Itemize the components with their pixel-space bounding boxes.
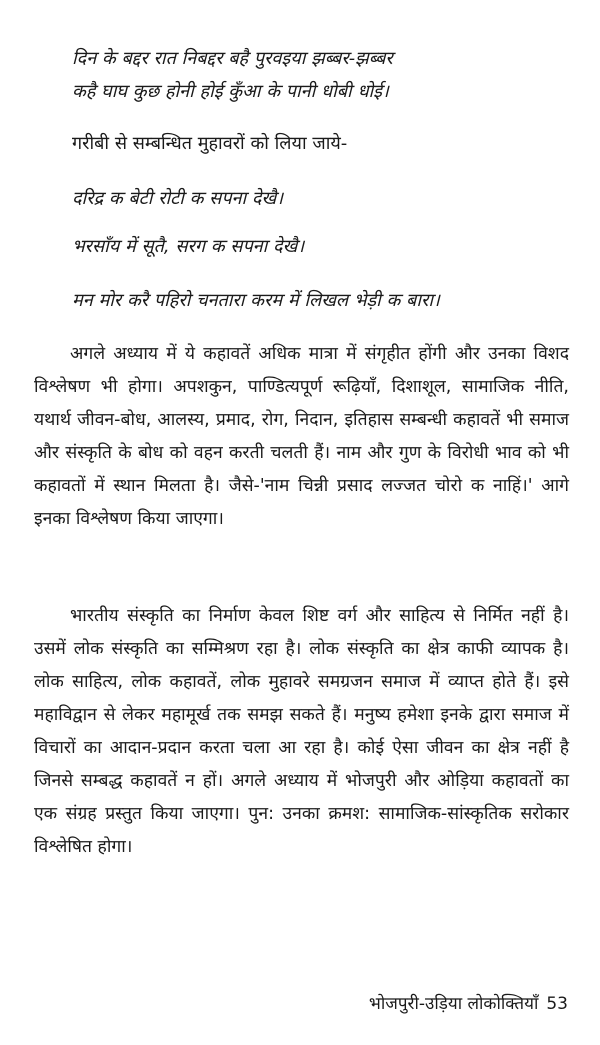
verse-line: मन मोर करै पहिरो चनतारा करम में लिखल भेड़ी क बारा।	[72, 290, 440, 311]
intro-line	[72, 127, 572, 160]
body-paragraph: अगले अध्याय में ये कहावतें अधिक मात्रा में संगृहीत होंगी और उनका विशद विश्लेषण भी होगा। अपशकुन, पाण्डित्यपूर्ण रूढ़ियाँ, दिशाशूल, सामाजिक नीति, यथार्थ जीवन-बोध, आलस्य, प्रमाद, रोग, निदान, इतिहास सम्बन्धी कहावतें भी समाज और संस्कृति के बोध को वहन करती चलती हैं। नाम और गुण के विरोधी भाव को भी कहावतों में स्थान मिलता है। जैसे-'नाम चिन्नी प्रसाद लज्जत चोरो क नाहिं।' आगे इनका विश्लेषण किया जाएगा।	[34, 344, 569, 529]
verse-block	[72, 182, 572, 215]
running-title: भोजपुरी-उड़िया लोकोक्तियाँ	[368, 994, 539, 1014]
verse-block	[72, 230, 572, 263]
page-number: 53	[546, 994, 568, 1014]
text-line: गरीबी से सम्बन्धित मुहावरों को लिया जाये-	[72, 133, 348, 154]
verse-line: दरिद्र क बेटी रोटी क सपना देखै।	[72, 188, 284, 209]
verse-line: भरसाँय में सूतै, सरग क सपना देखै।	[72, 236, 305, 257]
body-paragraph: भारतीय संस्कृति का निर्माण केवल शिष्ट वर्ग और साहित्य से निर्मित नहीं है। उसमें लोक संस्कृति का सम्मिश्रण रहा है। लोक संस्कृति का क्षेत्र काफी व्यापक है। लोक साहित्य, लोक कहावतें, लोक मुहावरे समग्रजन समाज में व्याप्त होते हैं। इसे महाविद्वान से लेकर महामूर्ख तक समझ सकते हैं। मनुष्य हमेशा इनके द्वारा समाज में विचारों का आदान-प्रदान करता चला आ रहा है। कोई ऐसा जीवन का क्षेत्र नहीं है जिनसे सम्बद्ध कहावतें न हों। अगले अध्याय में भोजपुरी और ओड़िया कहावतों का एक संग्रह प्रस्तुत किया जाएगा। पुन: उनका क्रमश: सामाजिक-सांस्कृतिक सरोकार विश्लेषित होगा।	[34, 606, 569, 857]
page-footer	[318, 993, 568, 1015]
verse-block	[72, 284, 572, 317]
verse-block	[72, 42, 572, 108]
verse-line: कहै घाघ कुछ होनी होई कुँआ के पानी धोबी धोई।	[72, 81, 389, 102]
verse-line: दिन के बद्दर रात निबद्दर बहै पुरवइया झब्बर-झब्बर	[72, 48, 393, 69]
